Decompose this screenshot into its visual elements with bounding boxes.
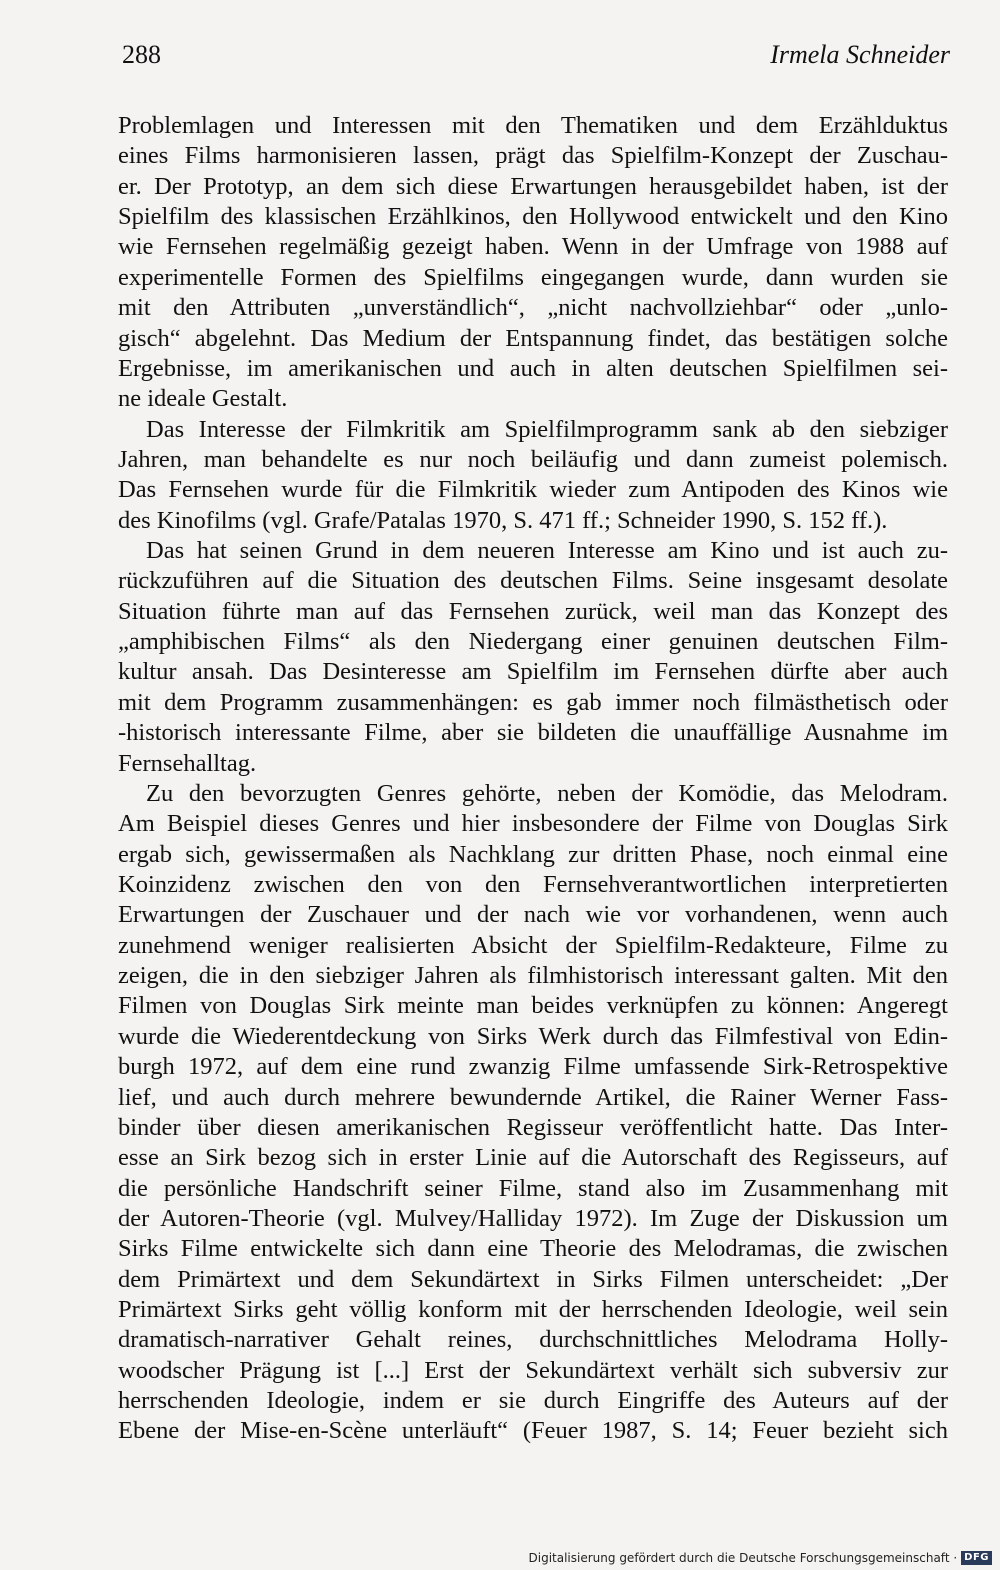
text-line: Filmen von Douglas Sirk meinte man beides verknüpfen zu können: Angeregt [118, 992, 948, 1020]
text-line: Jahren, man behandelte es nur noch beiläufig und dann zumeist polemisch. [118, 445, 948, 473]
text-line: dem Primärtext und dem Sekundärtext in Sirks Filmen unterscheidet: „Der [118, 1265, 948, 1293]
text-line: herrschenden Ideologie, indem er sie durch Eingriffe des Auteurs auf der [118, 1387, 948, 1415]
text-line: Ergebnisse, im amerikanischen und auch in alten deutschen Spielfilmen sei- [118, 354, 948, 382]
text-line: esse an Sirk bezog sich in erster Linie auf die Autorschaft des Regisseurs, auf [118, 1144, 948, 1172]
text-line: lief, und auch durch mehrere bewundernde Artikel, die Rainer Werner Fass- [118, 1083, 948, 1111]
text-line: Zu den bevorzugten Genres gehörte, neben der Komödie, das Melodram. [146, 779, 948, 807]
body-text [118, 111, 948, 1447]
text-line: des Kinofilms (vgl. Grafe/Patalas 1970, S. 471 ff.; Schneider 1990, S. 152 ff.). [118, 506, 888, 534]
text-line: kultur ansah. Das Desinteresse am Spielfilm im Fernsehen dürfte aber auch [118, 658, 948, 686]
text-line: zeigen, die in den siebziger Jahren als filmhistorisch interessant galten. Mit den [118, 962, 948, 990]
text-line: experimentelle Formen des Spielfilms eingegangen wurde, dann wurden sie [118, 263, 948, 291]
text-line: wie Fernsehen regelmäßig gezeigt haben. Wenn in der Umfrage von 1988 auf [118, 233, 948, 261]
text-line: Sirks Filme entwickelte sich dann eine Theorie des Melodramas, die zwischen [118, 1235, 948, 1263]
text-line: „amphibischen Films“ als den Niedergang einer genuinen deutschen Film- [118, 628, 948, 656]
running-head: Irmela Schneider [770, 40, 950, 69]
text-line: ergab sich, gewissermaßen als Nachklang zur dritten Phase, noch einmal eine [118, 840, 948, 868]
text-line: Koinzidenz zwischen den von den Fernsehverantwortlichen interpretierten [118, 870, 948, 898]
text-line: Ebene der Mise-en-Scène unterläuft“ (Feuer 1987, S. 14; Feuer bezieht sich [118, 1417, 948, 1445]
text-line: ne ideale Gestalt. [118, 385, 288, 413]
text-line: eines Films harmonisieren lassen, prägt das Spielfilm-Konzept der Zuschau- [118, 142, 948, 170]
text-line: Erwartungen der Zuschauer und der nach wie vor vorhandenen, wenn auch [118, 901, 948, 929]
text-line: gisch“ abgelehnt. Das Medium der Entspannung findet, das bestätigen solche [118, 324, 948, 352]
digitization-footer [529, 1550, 992, 1566]
text-line: dramatisch-narrativer Gehalt reines, durchschnittliches Melodrama Holly- [118, 1326, 948, 1354]
text-line: woodscher Prägung ist [...] Erst der Sekundärtext verhält sich subversiv zur [118, 1356, 948, 1384]
text-line: Das Interesse der Filmkritik am Spielfilmprogramm sank ab den siebziger [146, 415, 948, 443]
text-line: Das Fernsehen wurde für die Filmkritik wieder zum Antipoden des Kinos wie [118, 476, 948, 504]
text-line: zunehmend weniger realisierten Absicht der Spielfilm-Redakteure, Filme zu [118, 931, 948, 959]
page-number: 288 [122, 40, 161, 69]
text-line: Situation führte man auf das Fernsehen zurück, weil man das Konzept des [118, 597, 948, 625]
text-line: rückzuführen auf die Situation des deutschen Films. Seine insgesamt desolate [118, 567, 948, 595]
text-line: Fernsehalltag. [118, 749, 257, 777]
text-line: Primärtext Sirks geht völlig konform mit der herrschenden Ideologie, weil sein [118, 1296, 948, 1324]
text-line: mit dem Programm zusammenhängen: es gab immer noch filmästhetisch oder [118, 688, 948, 716]
text-line: wurde die Wiederentdeckung von Sirks Werk durch das Filmfestival von Edin- [118, 1022, 948, 1050]
text-line: Das hat seinen Grund in dem neueren Interesse am Kino und ist auch zu- [146, 537, 948, 565]
text-line: der Autoren-Theorie (vgl. Mulvey/Halliday 1972). Im Zuge der Diskussion um [118, 1204, 948, 1232]
text-line: burgh 1972, auf dem eine rund zwanzig Filme umfassende Sirk-Retrospektive [118, 1053, 948, 1081]
text-line: Spielfilm des klassischen Erzählkinos, den Hollywood entwickelt und den Kino [118, 203, 948, 231]
digitization-note: Digitalisierung gefördert durch die Deutsche Forschungsgemeinschaft · [528, 1551, 958, 1565]
text-line: er. Der Prototyp, an dem sich diese Erwartungen herausgebildet haben, ist der [118, 172, 948, 200]
text-line: die persönliche Handschrift seiner Filme, stand also im Zusammenhang mit [118, 1174, 948, 1202]
dfg-logo: DFG [961, 1551, 992, 1565]
text-line: -historisch interessante Filme, aber sie bildeten die unauffällige Ausnahme im [118, 719, 948, 747]
text-line: Problemlagen und Interessen mit den Thematiken und dem Erzählduktus [118, 112, 948, 139]
text-line: Am Beispiel dieses Genres und hier insbesondere der Filme von Douglas Sirk [118, 810, 948, 838]
text-line: mit den Attributen „unverständlich“, „nicht nachvollziehbar“ oder „unlo- [118, 294, 948, 322]
text-line: binder über diesen amerikanischen Regisseur veröffentlicht hatte. Das Inter- [118, 1113, 948, 1141]
